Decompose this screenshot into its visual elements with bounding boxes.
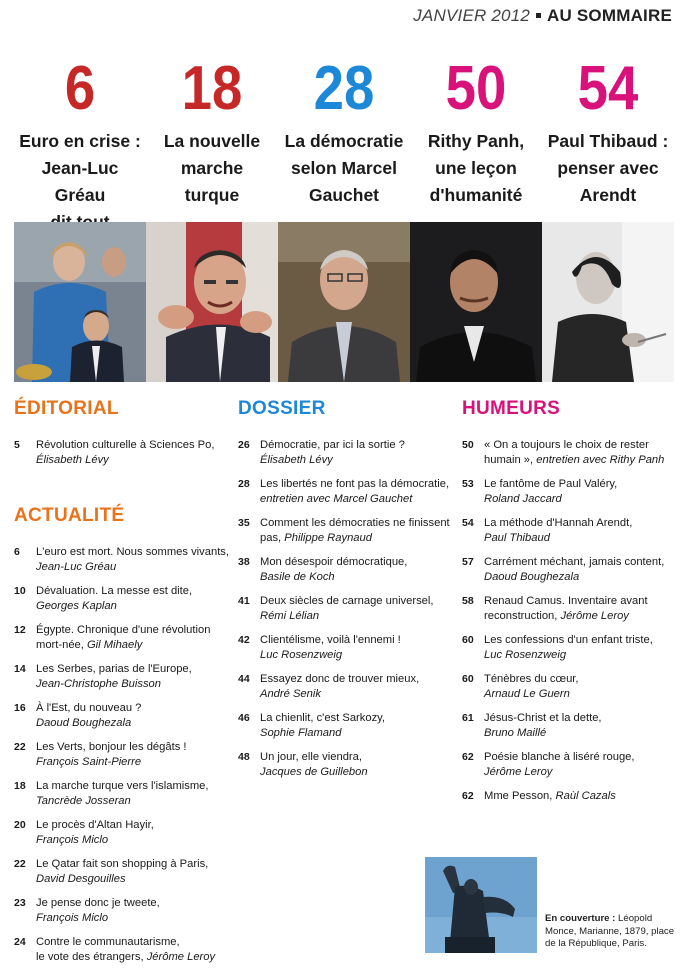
toc-title: Je pense donc je tweete,	[36, 897, 160, 909]
toc-entry[interactable]	[462, 672, 680, 701]
toc-title: Démocratie, par ici la sortie ?	[260, 439, 405, 451]
column-middle	[238, 398, 456, 789]
toc-page-number: 35	[238, 517, 250, 529]
toc-title: Ténèbres du cœur,	[484, 673, 579, 685]
toc-author: Georges Kaplan	[36, 599, 117, 612]
toc-entry-text	[484, 477, 617, 506]
toc-entry[interactable]	[462, 633, 680, 662]
toc-entry-text	[484, 516, 632, 545]
feature-caption-line: La démocratie	[284, 131, 404, 151]
toc-page-number: 16	[14, 702, 26, 714]
toc-entry-text	[36, 438, 214, 467]
toc-entry-text	[36, 662, 192, 691]
toc-entry-text	[36, 701, 141, 730]
actualite-list	[14, 545, 232, 964]
feature-caption-line: Gauchet	[308, 185, 380, 205]
photo-rithy-panh[interactable]	[410, 222, 542, 382]
toc-title: Un jour, elle viendra,	[260, 751, 362, 763]
feature-caption-line: La nouvelle	[163, 131, 261, 151]
feature-caption-line: Arendt	[579, 185, 637, 205]
toc-entry[interactable]	[14, 584, 232, 613]
page-header	[413, 6, 672, 26]
toc-entry[interactable]	[462, 438, 680, 467]
toc-page-number: 48	[238, 751, 250, 763]
toc-title-continued: le vote des étrangers,	[36, 950, 144, 963]
toc-entry[interactable]	[14, 662, 232, 691]
toc-page-number: 22	[14, 741, 26, 753]
toc-page-number: 50	[462, 439, 474, 451]
feature-page-number: 50	[445, 54, 507, 123]
toc-author: Sophie Flamand	[260, 726, 342, 739]
toc-author: Jérôme Leroy	[560, 609, 629, 622]
feature-caption-line: turque	[184, 185, 240, 205]
toc-author: Basile de Koch	[260, 570, 335, 583]
toc-author: Gil Mihaely	[86, 638, 143, 651]
section-title: AU SOMMAIRE	[547, 6, 672, 25]
feature-caption-line: Rithy Panh,	[427, 131, 525, 151]
toc-title: La méthode d'Hannah Arendt,	[484, 517, 633, 529]
toc-entry-text	[36, 779, 209, 808]
toc-page-number: 20	[14, 819, 26, 831]
toc-entry-text	[260, 633, 401, 662]
toc-title: Jésus-Christ et la dette,	[484, 712, 602, 724]
toc-entry[interactable]	[14, 896, 232, 925]
toc-entry[interactable]	[238, 594, 456, 623]
toc-entry-text	[36, 584, 192, 613]
toc-title: Mme Pesson,	[484, 790, 553, 802]
feature-caption-line: Euro en crise :	[19, 131, 141, 151]
toc-title-continued: humain »,	[484, 453, 534, 466]
toc-title: Le procès d'Altan Hayir,	[36, 819, 154, 831]
toc-title: Les Verts, bonjour les dégâts !	[36, 741, 187, 753]
toc-author: Élisabeth Lévy	[260, 453, 333, 466]
toc-page-number: 22	[14, 858, 26, 870]
toc-entry-text	[36, 935, 215, 964]
toc-title: Contre le communautarisme,	[36, 936, 180, 948]
toc-entry[interactable]	[238, 477, 456, 506]
toc-page-number: 24	[14, 936, 26, 948]
section-actualite: ACTUALITÉ	[14, 505, 125, 526]
toc-entry[interactable]	[462, 555, 680, 584]
feature-54[interactable]	[542, 56, 674, 236]
toc-author: Daoud Boughezala	[36, 716, 132, 729]
feature-caption	[542, 128, 674, 209]
toc-author: Élisabeth Lévy	[36, 453, 109, 466]
toc-title: Les libertés ne font pas la démocratie,	[260, 478, 450, 490]
toc-page-number: 14	[14, 663, 26, 675]
toc-page-number: 60	[462, 634, 474, 646]
issue-date: JANVIER 2012	[413, 6, 531, 25]
toc-entry[interactable]	[462, 594, 680, 623]
feature-caption	[410, 128, 542, 209]
feature-18[interactable]	[146, 56, 278, 236]
toc-page-number: 41	[238, 595, 250, 607]
cover-caption	[545, 913, 680, 951]
toc-title: À l'Est, du nouveau ?	[36, 702, 142, 714]
section-dossier: DOSSIER	[238, 398, 326, 419]
toc-page-number: 5	[14, 439, 20, 451]
toc-page-number: 6	[14, 546, 20, 558]
toc-page-number: 12	[14, 624, 26, 636]
toc-author: Jean-Christophe Buisson	[36, 677, 161, 690]
toc-entry[interactable]	[14, 438, 232, 467]
toc-entry-text	[260, 594, 434, 623]
toc-page-number: 42	[238, 634, 250, 646]
toc-author: Rémi Lélian	[260, 609, 320, 622]
header-separator	[536, 13, 541, 18]
toc-page-number: 18	[14, 780, 26, 792]
toc-page-number: 58	[462, 595, 474, 607]
toc-title: Mon désespoir démocratique,	[260, 556, 408, 568]
toc-author: Bruno Maillé	[484, 726, 547, 739]
toc-page-number: 62	[462, 751, 474, 763]
toc-title: Comment les démocraties ne finissent	[260, 517, 450, 529]
toc-author: Jacques de Guillebon	[260, 765, 368, 778]
feature-50[interactable]	[410, 56, 542, 236]
toc-author: François Miclo	[36, 911, 109, 924]
toc-entry[interactable]	[14, 818, 232, 847]
toc-entry-text	[260, 555, 407, 584]
feature-28[interactable]	[278, 56, 410, 236]
toc-entry-text	[36, 896, 160, 925]
feature-caption-line: Paul Thibaud :	[547, 131, 669, 151]
feature-caption-line: Jean-Luc Gréau	[41, 158, 119, 205]
toc-author: Daoud Boughezala	[484, 570, 580, 583]
humeurs-list	[462, 438, 680, 804]
photo-merkel-sarkozy[interactable]	[14, 222, 146, 382]
toc-title: Deux siècles de carnage universel,	[260, 595, 434, 607]
toc-entry[interactable]	[238, 555, 456, 584]
toc-entry[interactable]	[462, 750, 680, 779]
toc-entry-text	[484, 750, 635, 779]
toc-entry-text	[36, 857, 208, 886]
toc-entry-text	[484, 789, 616, 804]
feature-6[interactable]	[14, 56, 146, 236]
toc-author: Luc Rosenzweig	[484, 648, 567, 661]
toc-entry[interactable]	[14, 935, 232, 964]
toc-author: Arnaud Le Guern	[484, 687, 570, 700]
toc-author: entretien avec Rithy Panh	[536, 453, 665, 466]
toc-entry-text	[484, 672, 579, 701]
toc-author: François Miclo	[36, 833, 109, 846]
feature-caption-line: selon Marcel	[290, 158, 398, 178]
toc-entry[interactable]	[238, 516, 456, 545]
toc-entry-text	[260, 750, 368, 779]
toc-title: « On a toujours le choix de rester	[484, 439, 649, 451]
toc-entry[interactable]	[462, 711, 680, 740]
editorial-list	[14, 438, 232, 467]
toc-entry-text	[36, 623, 210, 652]
featured-articles	[14, 56, 674, 236]
toc-title: Poésie blanche à liséré rouge,	[484, 751, 635, 763]
toc-title: L'euro est mort. Nous sommes vivants,	[36, 546, 230, 558]
toc-title: Essayez donc de trouver mieux,	[260, 673, 420, 685]
toc-entry[interactable]	[238, 672, 456, 701]
toc-entry[interactable]	[238, 711, 456, 740]
toc-entry[interactable]	[462, 789, 680, 804]
cover-text: Léopold Monce, Marianne, 1879, place de la République, Paris.	[545, 913, 675, 949]
toc-author: Luc Rosenzweig	[260, 648, 343, 661]
toc-author: Philippe Raynaud	[284, 531, 372, 544]
toc-entry-text	[36, 545, 229, 574]
toc-page-number: 62	[462, 790, 474, 802]
toc-title: Clientélisme, voilà l'ennemi !	[260, 634, 401, 646]
toc-title: Les confessions d'un enfant triste,	[484, 634, 653, 646]
toc-page-number: 57	[462, 556, 474, 568]
cover-label: En couverture :	[545, 913, 616, 924]
toc-entry-text	[484, 555, 664, 584]
toc-page-number: 61	[462, 712, 474, 724]
toc-author: Raùl Cazals	[555, 790, 616, 802]
section-humeurs: HUMEURS	[462, 398, 561, 419]
toc-page-number: 28	[238, 478, 250, 490]
toc-entry[interactable]	[14, 545, 232, 574]
toc-entry[interactable]	[238, 750, 456, 779]
cover-image	[425, 857, 537, 953]
photo-arendt[interactable]	[542, 222, 674, 382]
toc-entry[interactable]	[14, 701, 232, 730]
toc-entry-text	[260, 477, 449, 506]
toc-title: Dévaluation. La messe est dite,	[36, 585, 193, 597]
feature-caption-line: penser avec	[557, 158, 659, 178]
toc-author: François Saint-Pierre	[36, 755, 142, 768]
toc-title: Révolution culturelle à Sciences Po,	[36, 439, 215, 451]
photo-gauchet[interactable]	[278, 222, 410, 382]
toc-entry[interactable]	[462, 477, 680, 506]
featured-photos	[14, 222, 674, 382]
feature-page-number: 6	[64, 54, 96, 123]
toc-author: Jérôme Leroy	[484, 765, 553, 778]
toc-entry-text	[260, 672, 419, 701]
feature-caption	[146, 128, 278, 209]
toc-entry-text	[484, 438, 664, 467]
toc-entry-text	[484, 633, 653, 662]
toc-entry-text	[260, 516, 450, 545]
toc-entry-text	[36, 818, 154, 847]
toc-title-continued: mort-née,	[36, 638, 84, 651]
dossier-list	[238, 438, 456, 779]
toc-author: André Senik	[260, 687, 321, 700]
toc-page-number: 53	[462, 478, 474, 490]
toc-page-number: 60	[462, 673, 474, 685]
toc-author: Jean-Luc Gréau	[36, 560, 117, 573]
toc-page-number: 26	[238, 439, 250, 451]
toc-title: Le Qatar fait son shopping à Paris,	[36, 858, 209, 870]
feature-page-number: 54	[577, 54, 639, 123]
toc-author: Jérôme Leroy	[146, 950, 216, 963]
feature-caption	[278, 128, 410, 209]
toc-author: Tancrède Josseran	[36, 794, 131, 807]
toc-entry-text	[36, 740, 187, 769]
toc-entry-text	[484, 711, 602, 740]
toc-entry[interactable]	[238, 633, 456, 662]
toc-page-number: 38	[238, 556, 250, 568]
toc-page-number: 23	[14, 897, 26, 909]
toc-title-continued: reconstruction,	[484, 609, 558, 622]
toc-entry[interactable]	[14, 740, 232, 769]
feature-caption-line: d'humanité	[429, 185, 523, 205]
feature-caption	[14, 128, 146, 236]
toc-page-number: 54	[462, 517, 474, 529]
toc-entry-text	[260, 438, 405, 467]
toc-entry[interactable]	[14, 623, 232, 652]
toc-title: Renaud Camus. Inventaire avant	[484, 595, 648, 607]
toc-title: Égypte. Chronique d'une révolution	[36, 624, 211, 636]
toc-entry-text	[484, 594, 648, 623]
feature-caption-line: une leçon	[435, 158, 517, 178]
feature-page-number: 18	[181, 54, 243, 123]
toc-entry[interactable]	[14, 857, 232, 886]
toc-entry-text	[260, 711, 385, 740]
toc-title: La chienlit, c'est Sarkozy,	[260, 712, 386, 724]
toc-title: Carrément méchant, jamais content,	[484, 556, 665, 568]
toc-title: Les Serbes, parias de l'Europe,	[36, 663, 192, 675]
section-editorial: ÉDITORIAL	[14, 398, 119, 419]
photo-erdogan[interactable]	[146, 222, 278, 382]
toc-entry[interactable]	[14, 779, 232, 808]
toc-title: La marche turque vers l'islamisme,	[36, 780, 209, 792]
toc-author: Paul Thibaud	[484, 531, 550, 544]
toc-author: entretien avec Marcel Gauchet	[260, 492, 413, 505]
toc-page-number: 46	[238, 712, 250, 724]
toc-author: David Desgouilles	[36, 872, 126, 885]
toc-author: Roland Jaccard	[484, 492, 562, 505]
column-right	[462, 398, 680, 814]
toc-page-number: 44	[238, 673, 250, 685]
column-left	[14, 398, 232, 974]
feature-page-number: 28	[313, 54, 375, 123]
toc-entry[interactable]	[462, 516, 680, 545]
toc-title: Le fantôme de Paul Valéry,	[484, 478, 618, 490]
toc-entry[interactable]	[238, 438, 456, 467]
feature-caption-line: marche	[180, 158, 244, 178]
toc-page-number: 10	[14, 585, 26, 597]
toc-title-continued: pas,	[260, 531, 282, 544]
